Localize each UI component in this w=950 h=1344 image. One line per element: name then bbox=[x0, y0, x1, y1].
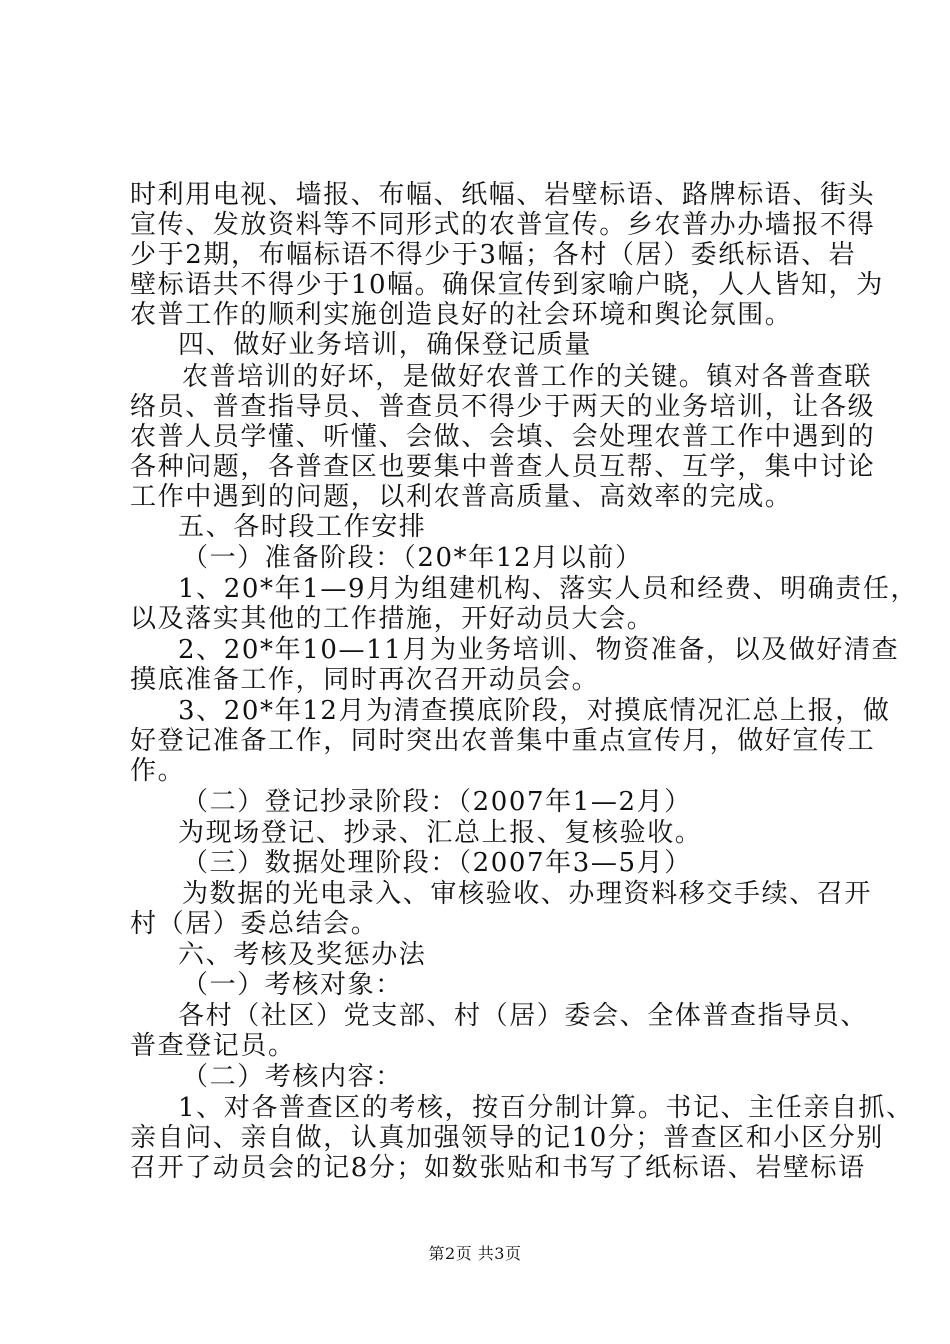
subsection-heading: （一）考核对象： bbox=[182, 970, 403, 1000]
text-line: 3、20*年12月为清查摸底阶段，对摸底情况汇总上报，做 bbox=[178, 696, 891, 726]
page-number-footer: 第2页 共3页 bbox=[428, 1244, 522, 1263]
text-line: 作。 bbox=[130, 756, 186, 786]
text-line: 各种问题，各普查区也要集中普查人员互帮、互学，集中讨论 bbox=[130, 452, 876, 482]
text-line: 2、20*年10—11月为业务培训、物资准备，以及做好清查 bbox=[178, 635, 900, 665]
text-line: 各村（社区）党支部、村（居）委会、全体普查指导员、 bbox=[178, 1001, 869, 1031]
text-line: 工作中遇到的问题，以利农普高质量、高效率的完成。 bbox=[130, 482, 793, 512]
section-heading: 五、各时段工作安排 bbox=[178, 512, 427, 542]
text-line: 壁标语共不得少于10幅。确保宣传到家喻户晓，人人皆知，为 bbox=[130, 270, 884, 300]
text-line: 为数据的光电录入、审核验收、办理资料移交手续、召开 bbox=[182, 879, 873, 909]
subsection-heading: （二）考核内容： bbox=[182, 1062, 403, 1092]
text-line: 农普人员学懂、听懂、会做、会填、会处理农普工作中遇到的 bbox=[130, 422, 876, 452]
text-line: 农普培训的好坏，是做好农普工作的关键。镇对各普查联 bbox=[182, 362, 873, 392]
section-heading: 六、考核及奖惩办法 bbox=[178, 940, 427, 970]
subsection-heading: （一）准备阶段：（20*年12月以前） bbox=[182, 543, 643, 573]
text-line: 摸底准备工作，同时再次召开动员会。 bbox=[130, 665, 600, 695]
text-line: 为现场登记、抄录、汇总上报、复核验收。 bbox=[178, 818, 703, 848]
text-line: 宣传、发放资料等不同形式的农普宣传。乡农普办办墙报不得 bbox=[130, 210, 876, 240]
text-line: 好登记准备工作，同时突出农普集中重点宣传月，做好宣传工 bbox=[130, 726, 876, 756]
text-line: 络员、普查指导员、普查员不得少于两天的业务培训，让各级 bbox=[130, 392, 876, 422]
subsection-heading: （三）数据处理阶段：（2007年3—5月） bbox=[182, 848, 692, 878]
text-line: 时利用电视、墙报、布幅、纸幅、岩壁标语、路牌标语、街头 bbox=[130, 180, 876, 210]
text-line: 亲自问、亲自做，认真加强领导的记10分；普查区和小区分别 bbox=[130, 1123, 884, 1153]
text-line: 1、20*年1—9月为组建机构、落实人员和经费、明确责任， bbox=[178, 574, 919, 604]
text-line: 村（居）委总结会。 bbox=[130, 909, 379, 939]
subsection-heading: （二）登记抄录阶段：（2007年1—2月） bbox=[182, 787, 692, 817]
text-line: 以及落实其他的工作措施，开好动员大会。 bbox=[130, 604, 655, 634]
text-line: 普查登记员。 bbox=[130, 1031, 296, 1061]
section-heading: 四、做好业务培训，确保登记质量 bbox=[178, 330, 593, 360]
text-line: 召开了动员会的记8分；如数张贴和书写了纸标语、岩壁标语 bbox=[130, 1153, 866, 1183]
text-line: 少于2期，布幅标语不得少于3幅；各村（居）委纸标语、岩 bbox=[130, 240, 857, 270]
text-line: 农普工作的顺利实施创造良好的社会环境和舆论氛围。 bbox=[130, 300, 793, 330]
text-line: 1、对各普查区的考核，按百分制计算。书记、主任亲自抓、 bbox=[178, 1093, 914, 1123]
